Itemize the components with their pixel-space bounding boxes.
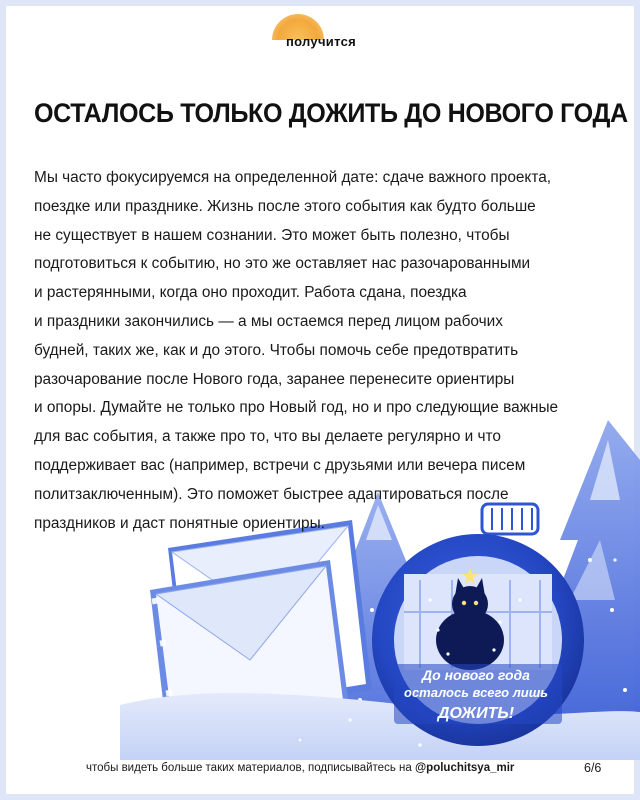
body-line: политзаключенным). Это поможет быстрее адаптироваться после: [34, 485, 509, 503]
page-indicator: 6/6: [584, 761, 602, 775]
body-line: и опоры. Думайте не только про Новый год, но и про следующие важные: [34, 399, 559, 417]
body-line: для вас события, а также про то, что вы делаете регулярно и что: [34, 428, 501, 446]
footer-text: чтобы видеть больше таких материалов, подписывайтесь на: [86, 762, 415, 774]
page-title: ОСТАЛОСЬ ТОЛЬКО ДОЖИТЬ ДО НОВОГО ГОДА: [34, 98, 628, 128]
footer-handle-link[interactable]: @poluchitsya_mir: [414, 762, 515, 774]
body-line: праздников и даст понятные ориентиры.: [34, 514, 325, 532]
body-line: разочарование после Нового года, заранее перенесите ориентиры: [34, 370, 515, 388]
footer-subscribe: [86, 762, 556, 774]
brand-logo-text: получится: [285, 34, 357, 49]
body-line: поездке или празднике. Жизнь после этого события как будто больше: [34, 197, 536, 215]
body-line: подготовиться к событию, но это же оставляет нас разочарованными: [34, 255, 531, 273]
ornament-ball-icon: [372, 504, 584, 746]
ornament-line-2: осталось всего лишь: [404, 685, 548, 700]
body-line: будней, таких же, как и до этого. Чтобы помочь себе предотвратить: [34, 341, 519, 359]
ornament-line-1: До нового года: [422, 667, 530, 683]
ornament-line-3: ДОЖИТЬ!: [437, 705, 515, 722]
body-line: не существует в нашем сознании. Это может быть полезно, чтобы: [34, 226, 510, 244]
body-paragraph: [34, 164, 614, 538]
body-line: и праздники закончились — а мы остаемся перед лицом рабочих: [34, 312, 503, 330]
body-line: поддерживает вас (например, встречи с друзьями или вечера писем: [34, 456, 526, 474]
body-line: и растерянными, когда оно проходит. Работа сдана, поездка: [34, 284, 467, 302]
body-line: Мы часто фокусируемся на определенной дате: сдаче важного проекта,: [34, 169, 552, 186]
